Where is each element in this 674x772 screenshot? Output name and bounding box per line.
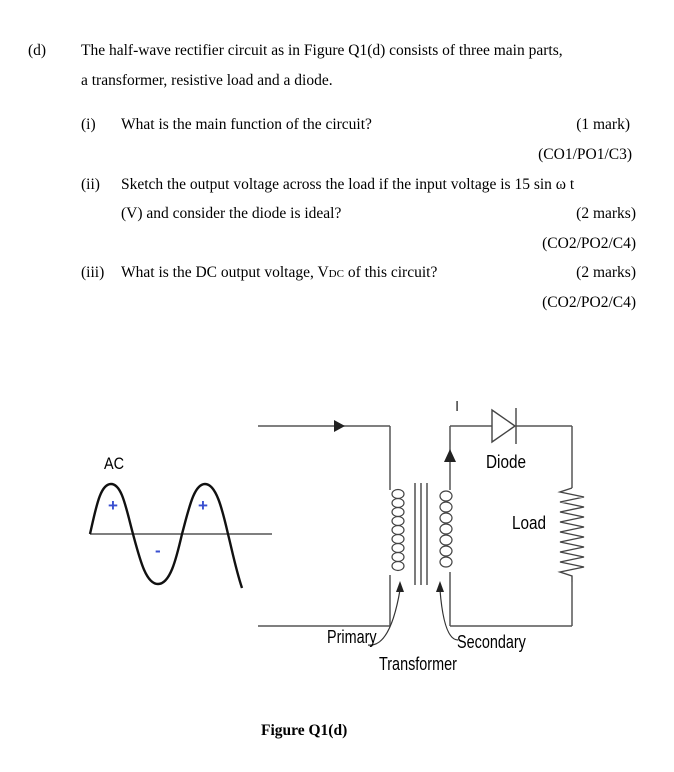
part-i-number: (i) — [81, 116, 96, 133]
load-label: Load — [512, 513, 547, 533]
plus-sign-left: + — [108, 496, 118, 515]
intro-line-1: The half-wave rectifier circuit as in Figure Q1(d) consists of three main parts, — [81, 42, 563, 59]
question-label: (d) — [28, 42, 47, 59]
part-ii-number: (ii) — [81, 176, 100, 193]
part-iii-text-pre: What is the DC output voltage, V — [121, 264, 329, 281]
secondary-label: Secondary — [457, 632, 526, 652]
part-iii-number: (iii) — [81, 264, 105, 281]
part-iii-text-post: of this circuit? — [343, 264, 438, 281]
diode-symbol — [492, 408, 516, 444]
secondary-leader — [440, 590, 458, 640]
secondary-coil — [440, 491, 452, 567]
primary-coil — [392, 490, 404, 571]
transformer-label: Transformer — [379, 654, 457, 674]
current-label: I — [455, 398, 460, 415]
primary-label: Primary — [327, 627, 377, 647]
ac-label: AC — [104, 454, 125, 473]
intro-line-2: a transformer, resistive load and a diode. — [81, 72, 333, 89]
minus-sign: - — [155, 541, 161, 560]
load-resistor — [560, 488, 584, 582]
part-iii-marks: (2 marks) — [576, 264, 636, 281]
primary-current-arrow — [334, 420, 345, 432]
part-i-text: What is the main function of the circuit? — [121, 116, 372, 133]
secondary-current-arrow — [444, 449, 456, 462]
plus-sign-right: + — [198, 496, 208, 515]
part-ii-text-line-2: (V) and consider the diode is ideal? — [121, 205, 342, 222]
part-iii-text-subscript: DC — [328, 268, 344, 280]
transformer-core — [415, 483, 427, 585]
figure-caption: Figure Q1(d) — [261, 722, 348, 739]
part-i-outcome: (CO1/PO1/C3) — [538, 146, 632, 163]
part-ii-text-line-1: Sketch the output voltage across the load if the input voltage is 15 sin ω t — [121, 176, 575, 193]
part-iii-outcome: (CO2/PO2/C4) — [542, 294, 636, 311]
part-ii-outcome: (CO2/PO2/C4) — [542, 235, 636, 252]
diode-label: Diode — [486, 452, 526, 472]
part-i-marks: (1 mark) — [576, 116, 630, 133]
part-ii-marks: (2 marks) — [576, 205, 636, 222]
